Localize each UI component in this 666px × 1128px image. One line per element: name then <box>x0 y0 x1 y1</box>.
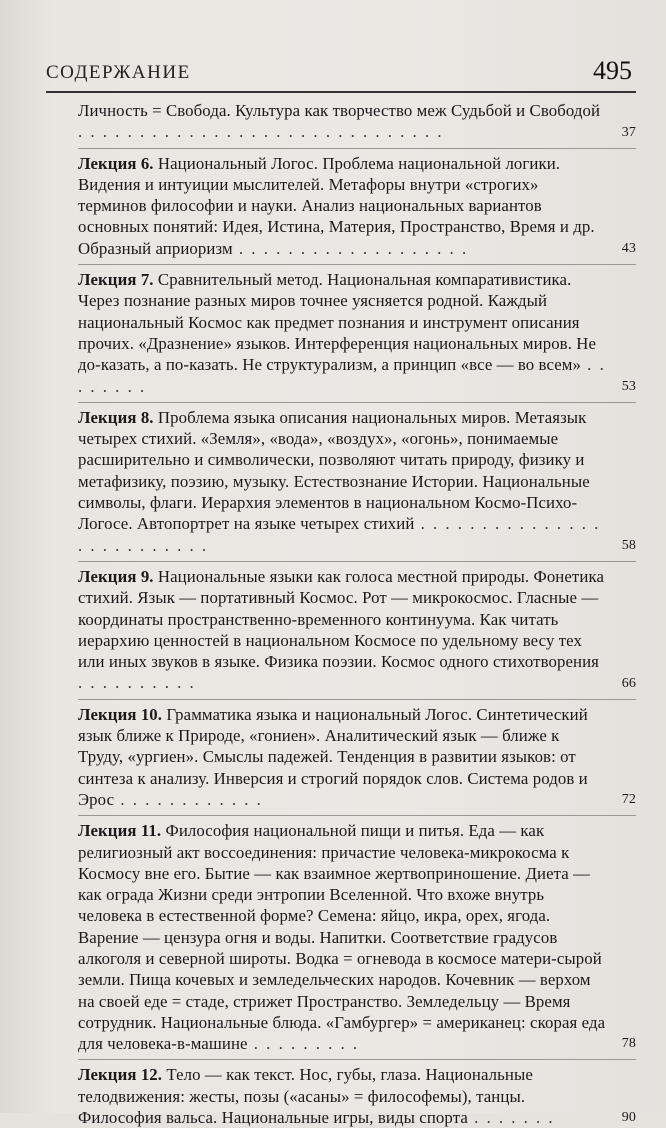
entry-page: 66 <box>621 675 636 691</box>
toc-entry <box>78 699 636 810</box>
dot-leader: . . . . . . . . . . . . . . . . . . . . . . . . . . <box>78 514 601 555</box>
entry-text: Тело — как текст. Нос, губы, глаза. Национальные телодвижения: жесты, позы («асаны» = философемы), танцы. Философия вальса. Национальные игры, виды спорта <box>78 1065 533 1128</box>
table-of-contents <box>78 100 636 1128</box>
lecture-number: Лекция 9. <box>78 566 154 586</box>
lecture-number: Лекция 11. <box>78 821 162 841</box>
dot-leader: . . . . . . . . . . . . . . . . . . . . . . . . . . . . . . <box>78 122 444 142</box>
lecture-number: Лекция 12. <box>78 1065 163 1085</box>
dot-leader: . . . . . . . . . <box>247 1034 360 1054</box>
entry-page: 90 <box>621 1110 636 1126</box>
toc-entry <box>78 100 636 143</box>
page-header <box>46 56 632 96</box>
toc-entry <box>78 1059 636 1128</box>
dot-leader: . . . . . . . . <box>78 355 606 396</box>
toc-entry <box>78 561 636 694</box>
entry-page: 37 <box>621 124 636 140</box>
entry-page: 58 <box>621 537 636 553</box>
running-head: СОДЕРЖАНИЕ <box>46 62 191 83</box>
entry-text: Национальный Логос. Проблема национальной логики. Видения и интуиции мыслителей. Метафоры внутри «строгих» терминов философии и науки. Анализ национальных вариантов основных понятий: Идея, Истина, Материя, Пространство, Время и др. Образный априоризм <box>78 153 595 258</box>
lecture-number: Лекция 8. <box>78 407 154 427</box>
entry-page: 72 <box>621 792 636 808</box>
toc-entry <box>78 815 636 1054</box>
entry-text: Личность = Свобода. Культура как творчество меж Судьбой и Свободой <box>78 101 601 120</box>
lecture-number: Лекция 6. <box>78 153 154 173</box>
dot-leader: . . . . . . . . . . <box>78 673 196 693</box>
dot-leader: . . . . . . . . . . . . <box>114 789 263 809</box>
page-number: 495 <box>593 56 632 85</box>
toc-entry <box>78 264 636 397</box>
dot-leader: . . . . . . . <box>467 1108 555 1128</box>
entry-text: Проблема языка описания национальных миров. Метаязык четырех стихий. «Земля», «вода», «воздух», «огонь», понимаемые расширительно и символически, позволяют читать природу, физику и метафизику, поэзию, музыку. Естествознание Истории. Национальные символы, флаги. Иерархия элементов в национальном Космо-Психо-Логосе. Автопортрет на языке четырех стихий <box>78 407 590 534</box>
entry-text: Философия национальной пищи и питья. Еда — как религиозный акт воссоединения: причастие человека-микрокосма к Космосу вне его. Бытие — как взаимное жертвоприношение. Диета — как ограда Жизни среди энтропии Вселенной. Что вхоже внутрь человека в естественной форме? Семена: яйцо, икра, орех, ягода. Варение — цензура огня и воды. Напитки. Соответствие градусов алкоголя и северной широты. Водка = огневода в космосе матери-сырой земли. Пища кочевых и земледельческих народов. Кочевник — верхом на своей еде = стаде, стрижет Пространство. Земледельцу — Время сотрудник. Национальные блюда. «Гамбургер» = американец: скорая еда для человека-в-машине <box>78 821 606 1054</box>
toc-entry <box>78 148 636 259</box>
entry-page: 53 <box>621 378 636 394</box>
entry-text: Сравнительный метод. Национальная компаративистика. Через познание разных миров точнее уясняется родной. Каждый национальный Космос как предмет познания и инструмент описания прочих. «Дразнение» языков. Интерференция национальных миров. Не до-казать, а по-казать. Не структурализм, а принцип «все — во всем» <box>78 270 597 375</box>
entry-text: Национальные языки как голоса местной природы. Фонетика стихий. Язык — портативный Космос. Рот — микрокосмос. Гласные — координаты пространственно-временного континуума. Как читать иерархию ценностей в национальном Космосе по удельному весу тех или иных звуков в языке. Физика поэзии. Космос одного стихотворения <box>78 566 604 672</box>
entry-page: 43 <box>621 241 636 257</box>
lecture-number: Лекция 10. <box>78 704 163 724</box>
dot-leader: . . . . . . . . . . . . . . . . . . . <box>232 238 469 258</box>
entry-text: Грамматика языка и национальный Логос. Синтетический язык ближе к Природе, «гониен». Аналитический язык — ближе к Труду, «ургиен». Смыслы падежей. Тенденция в развитии языков: от синтеза к анализу. Инверсия и строгий порядок слов. Система родов и Эрос <box>78 704 588 809</box>
lecture-number: Лекция 7. <box>78 270 154 290</box>
header-rule <box>46 91 636 93</box>
toc-entry <box>78 402 636 556</box>
entry-page: 78 <box>621 1036 636 1052</box>
